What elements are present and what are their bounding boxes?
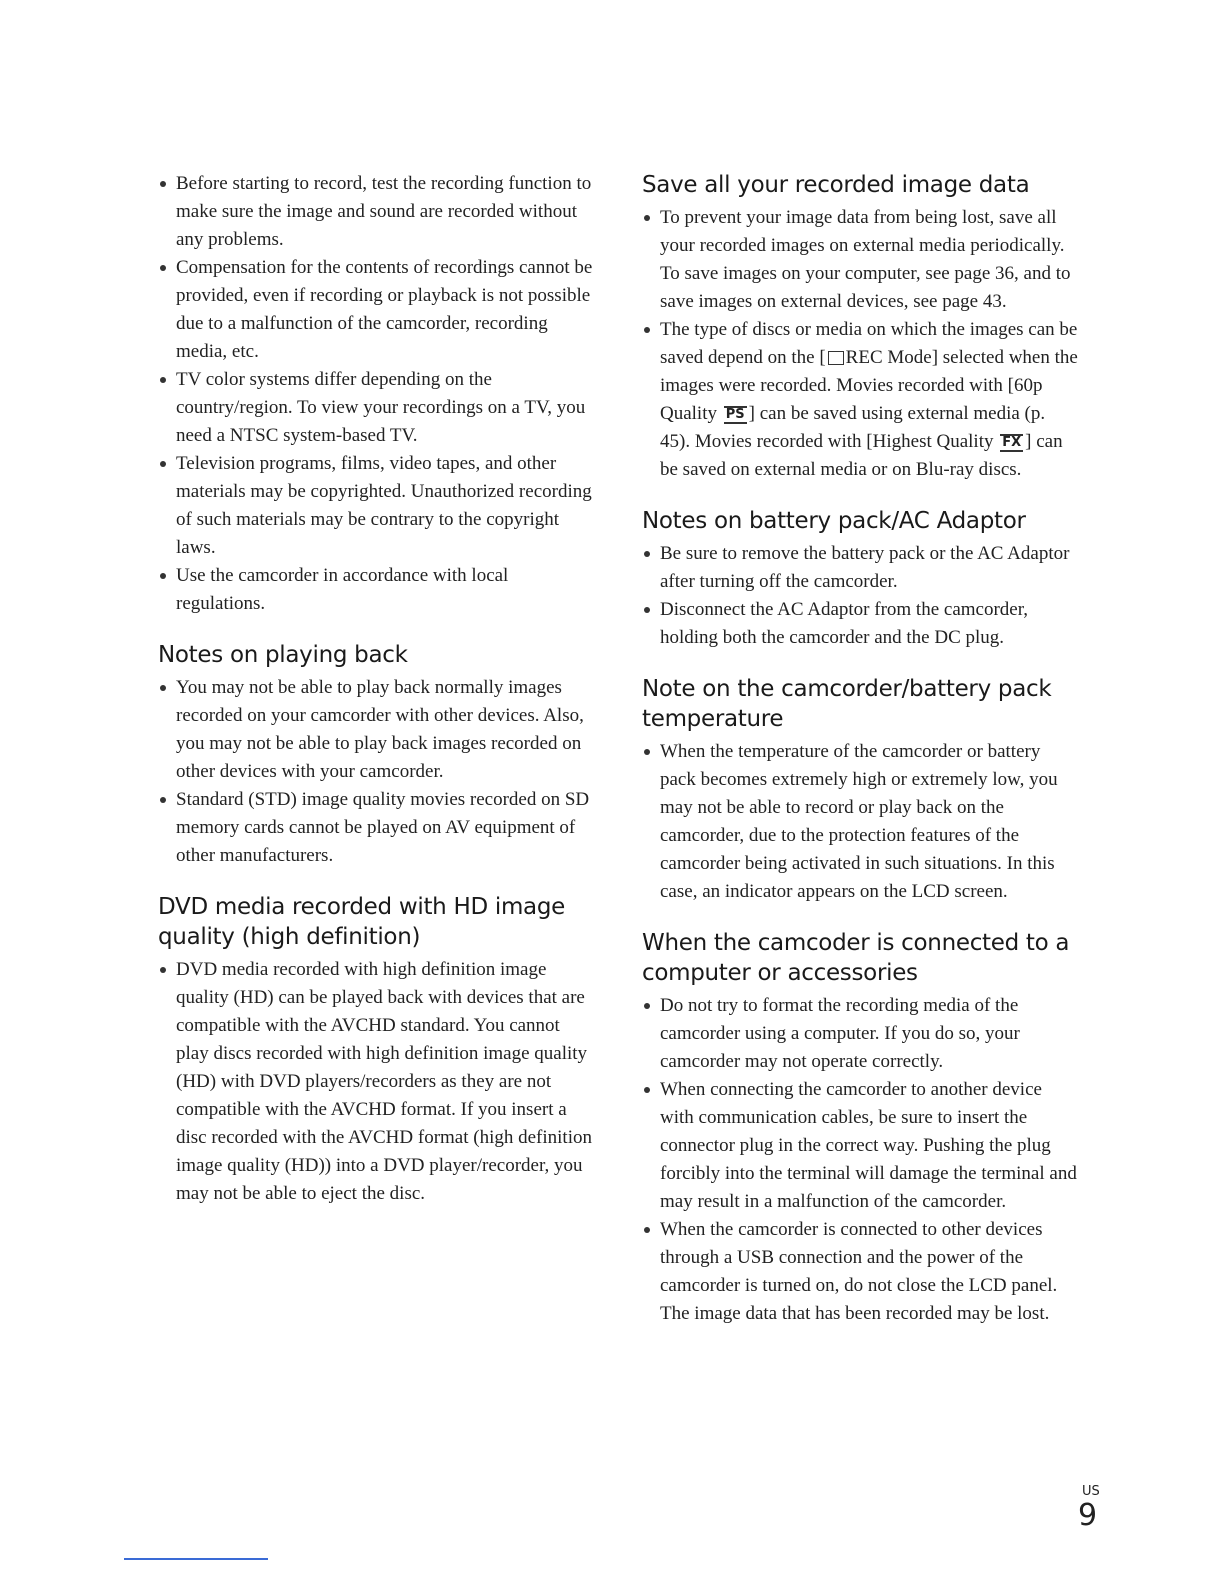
save-data-section (642, 170, 1078, 484)
footer-divider (124, 1558, 268, 1560)
connected-section (642, 928, 1078, 1328)
text-part: The type of discs or media on which the images can be saved depend on the [ (660, 319, 1078, 368)
list-item: When connecting the camcorder to another device with communication cables, be sure to insert the connector plug in the correct way. Pushing the plug forcibly into the terminal will damage the terminal and may result in a malfunction of the camcorder. (642, 1076, 1078, 1216)
page-number: 9 (1078, 1498, 1098, 1533)
list-item: TV color systems differ depending on the country/region. To view your recordings on a TV, you need a NTSC system-based TV. (158, 366, 594, 450)
temperature-bullet-list (642, 738, 1078, 906)
playing-back-section (158, 640, 594, 870)
list-item: When the temperature of the camcorder or battery pack becomes extremely high or extremely low, you may not be able to record or play back on the camcorder, due to the protection features of the camcorder being activated in such situations. In this case, an indicator appears on the LCD screen. (642, 738, 1078, 906)
text-part: REC Mode] selected when the images were recorded. Movies recorded with [60p Quality (660, 347, 1078, 424)
battery-ac-bullet-list (642, 540, 1078, 652)
list-item: Use the camcorder in accordance with local regulations. (158, 562, 594, 618)
section-heading-dvd-hd: DVD media recorded with HD image quality (high definition) (158, 894, 566, 950)
list-item: You may not be able to play back normally images recorded on your camcorder with other devices. Also, you may not be able to play back images recorded on other devices with your camcorder. (158, 674, 594, 786)
section-heading-save-data: Save all your recorded image data (642, 172, 1030, 198)
page-language-label: US (1082, 1484, 1100, 1499)
list-item: Be sure to remove the battery pack or the AC Adaptor after turning off the camcorder. (642, 540, 1078, 596)
save-data-bullet-list (642, 204, 1078, 484)
list-item: Television programs, films, video tapes, and other materials may be copyrighted. Unauthorized recording of such materials may be contrary to the copyright laws. (158, 450, 594, 562)
list-item: To prevent your image data from being lost, save all your recorded images on external media periodically. To save images on your computer, see page 36, and to save images on external devices, see page 43. (642, 204, 1078, 316)
dvd-hd-section (158, 892, 594, 1208)
list-item: DVD media recorded with high definition image quality (HD) can be played back with devices that are compatible with the AVCHD standard. You cannot play discs recorded with high definition image quality (HD) with DVD players/recorders as they are not compatible with the AVCHD format. If you insert a disc recorded with the AVCHD format (high definition image quality (HD)) into a DVD player/recorder, you may not be able to eject the disc. (158, 956, 594, 1208)
list-item (642, 316, 1078, 484)
connected-bullet-list (642, 992, 1078, 1328)
list-item: Standard (STD) image quality movies recorded on SD memory cards cannot be played on AV equipment of other manufacturers. (158, 786, 594, 870)
list-item: Disconnect the AC Adaptor from the camcorder, holding both the camcorder and the DC plug. (642, 596, 1078, 652)
text-part: ] can be saved on external media or on Blu-ray discs. (660, 431, 1063, 480)
list-item: Compensation for the contents of recordings cannot be provided, even if recording or playback is not possible due to a malfunction of the camcorder, recording media, etc. (158, 254, 594, 366)
text-part: ] can be saved using external media (p. 45). Movies recorded with [Highest Quality (660, 403, 1046, 452)
section-heading-battery-ac: Notes on battery pack/AC Adaptor (642, 508, 1026, 534)
section-heading-connected: When the camcoder is connected to a computer or accessories (642, 930, 1070, 986)
temperature-section (642, 674, 1078, 906)
battery-ac-section (642, 506, 1078, 652)
playing-back-bullet-list (158, 674, 594, 870)
fx-quality-icon: FX (1002, 435, 1022, 450)
right-column (642, 170, 1078, 1350)
list-item: Do not try to format the recording media of the camcorder using a computer. If you do so, your camcorder may not operate correctly. (642, 992, 1078, 1076)
dvd-hd-bullet-list (158, 956, 594, 1208)
list-item: Before starting to record, test the recording function to make sure the image and sound are recorded without any problems. (158, 170, 594, 254)
rec-mode-icon (828, 351, 844, 365)
section-heading-playing-back: Notes on playing back (158, 642, 408, 668)
list-item: When the camcorder is connected to other devices through a USB connection and the power of the camcorder is turned on, do not close the LCD panel. The image data that has been recorded may be lost. (642, 1216, 1078, 1328)
section-heading-temperature: Note on the camcorder/battery pack temperature (642, 676, 1052, 732)
intro-section (158, 170, 594, 618)
left-column (158, 170, 594, 1230)
intro-bullet-list (158, 170, 594, 618)
ps-quality-icon: PS (725, 407, 745, 422)
